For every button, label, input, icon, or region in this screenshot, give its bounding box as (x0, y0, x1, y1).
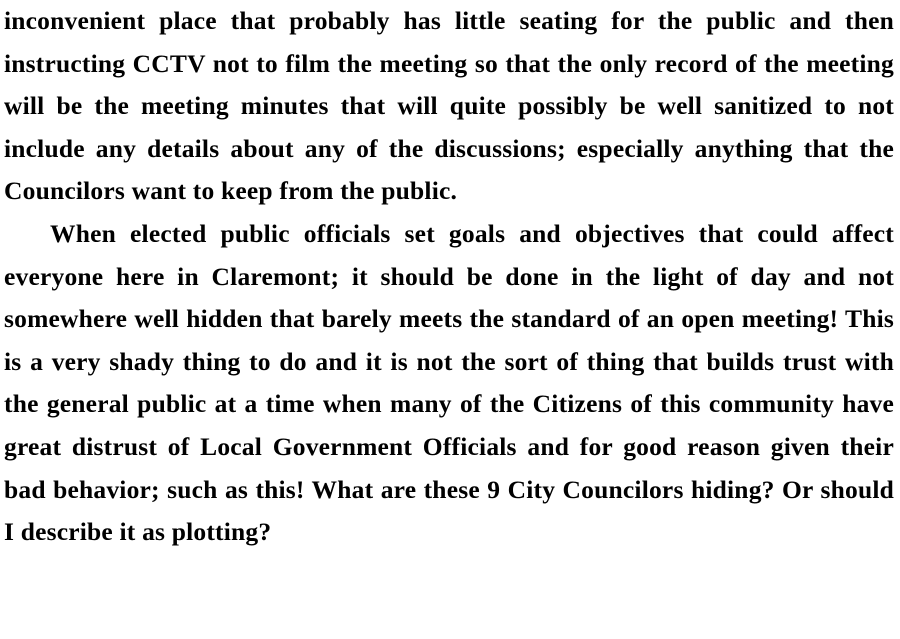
paragraph-elected-officials: When elected public officials set goals and objectives that could affect everyone here in Claremont; it should be done in the light of day and not somewhere well hidden that barely meets the standard of an open meeting! This is a very shady thing to do and it is not the sort of thing that builds trust with the general public at a time when many of the Citizens of this community have great distrust of Local Government Officials and for good reason given their bad behavior; such as this! What are these 9 City Councilors hiding? Or should I describe it as plotting? (4, 218, 894, 547)
paragraph-continued: inconvenient place that probably has little seating for the public and then instructing CCTV not to film the meeting so that the only record of the meeting will be the meeting minutes that will quite possibly be well sanitized to not include any details about any of the discussions; especially anything that the Councilors want to keep from the public. (4, 6, 894, 206)
document-text-body (4, 0, 894, 554)
